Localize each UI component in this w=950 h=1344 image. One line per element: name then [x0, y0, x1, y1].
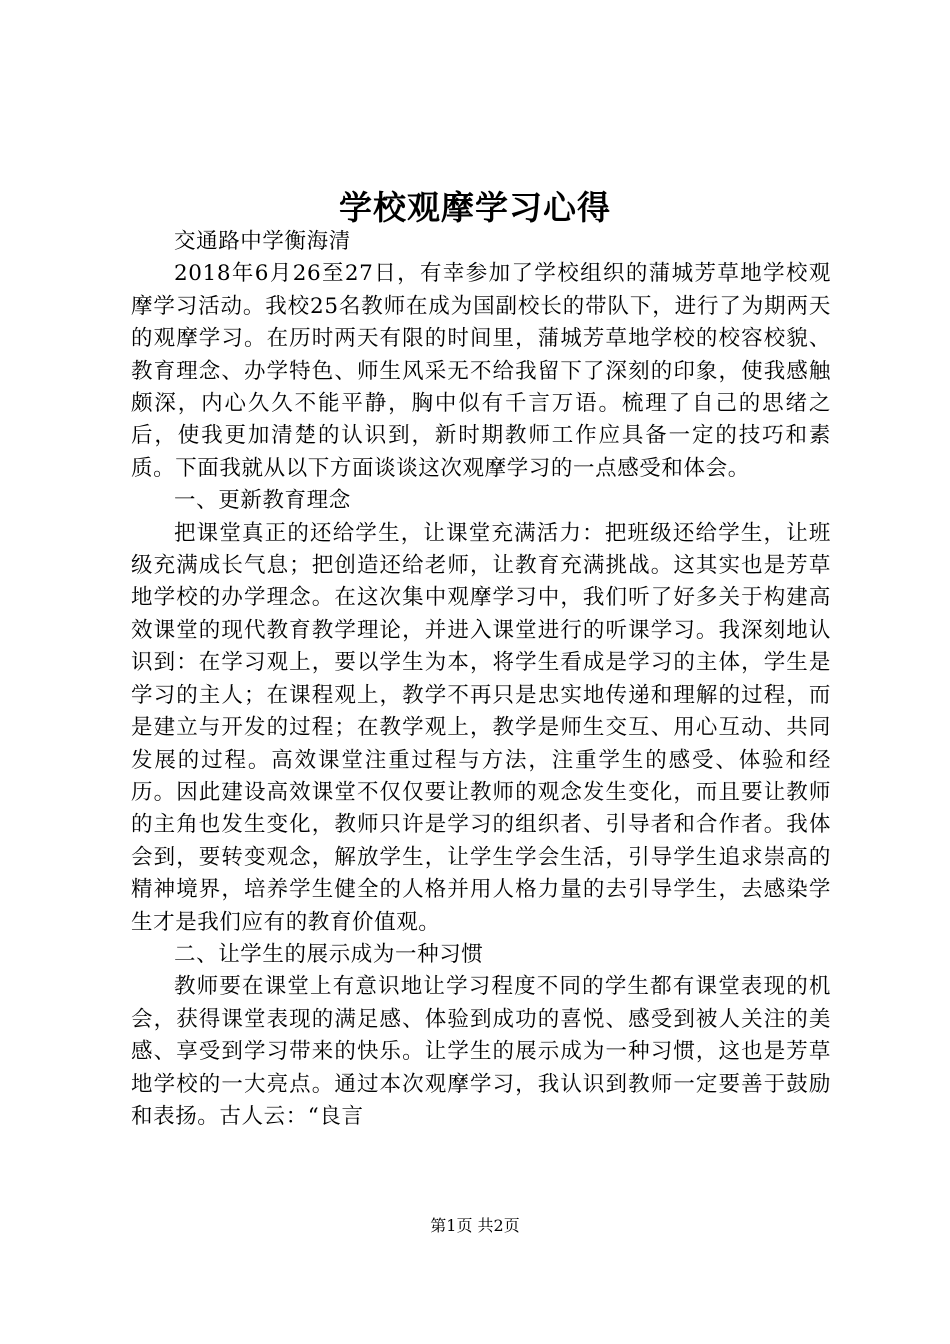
section-heading-1: 一、更新教育理念: [174, 488, 351, 514]
intro-paragraph: 2018年6月26至27日，有幸参加了学校组织的蒲城芳草地学校观摩学习活动。我校25名教师在成为国副校长的带队下，进行了为期两天的观摩学习。在历时两天有限的时间里，蒲城芳草地学校的校容校貌、教育理念、办学特色、师生风采无不给我留下了深刻的印象，使我感触颇深，内心久久不能平静，胸中似有千言万语。梳理了自己的思绪之后，使我更加清楚的认识到，新时期教师工作应具备一定的技巧和素质。下面我就从以下方面谈谈这次观摩学习的一点感受和体会。: [131, 261, 831, 481]
section-heading-2: 二、让学生的展示成为一种习惯: [174, 941, 484, 967]
document-body: [131, 226, 831, 1133]
document-title: 学校观摩学习心得: [339, 188, 611, 227]
section-2-paragraph: 教师要在课堂上有意识地让学习程度不同的学生都有课堂表现的机会，获得课堂表现的满足感、体验到成功的喜悦、感受到被人关注的美感、享受到学习带来的快乐。让学生的展示成为一种习惯，这也是芳草地学校的一大亮点。通过本次观摩学习，我认识到教师一定要善于鼓励和表扬。古人云：“良言: [131, 974, 831, 1129]
page-footer: 第1页 共2页: [430, 1216, 520, 1235]
author-line: 交通路中学衡海清: [174, 229, 351, 254]
section-1-paragraph: 把课堂真正的还给学生，让课堂充满活力：把班级还给学生，让班级充满成长气息；把创造还给老师，让教育充满挑战。这其实也是芳草地学校的办学理念。在这次集中观摩学习中，我们听了好多关于构建高效课堂的现代教育教学理论，并进入课堂进行的听课学习。我深刻地认识到：在学习观上，要以学生为本，将学生看成是学习的主体，学生是学习的主人；在课程观上，教学不再只是忠实地传递和理解的过程，而是建立与开发的过程；在教学观上，教学是师生交互、用心互动、共同发展的过程。高效课堂注重过程与方法，注重学生的感受、体验和经历。因此建设高效课堂不仅仅要让教师的观念发生变化，而且要让教师的主角也发生变化，教师只许是学习的组织者、引导者和合作者。我体会到，要转变观念，解放学生，让学生学会生活，引导学生追求崇高的精神境界，培养学生健全的人格并用人格力量的去引导学生，去感染学生才是我们应有的教育价值观。: [131, 520, 831, 935]
